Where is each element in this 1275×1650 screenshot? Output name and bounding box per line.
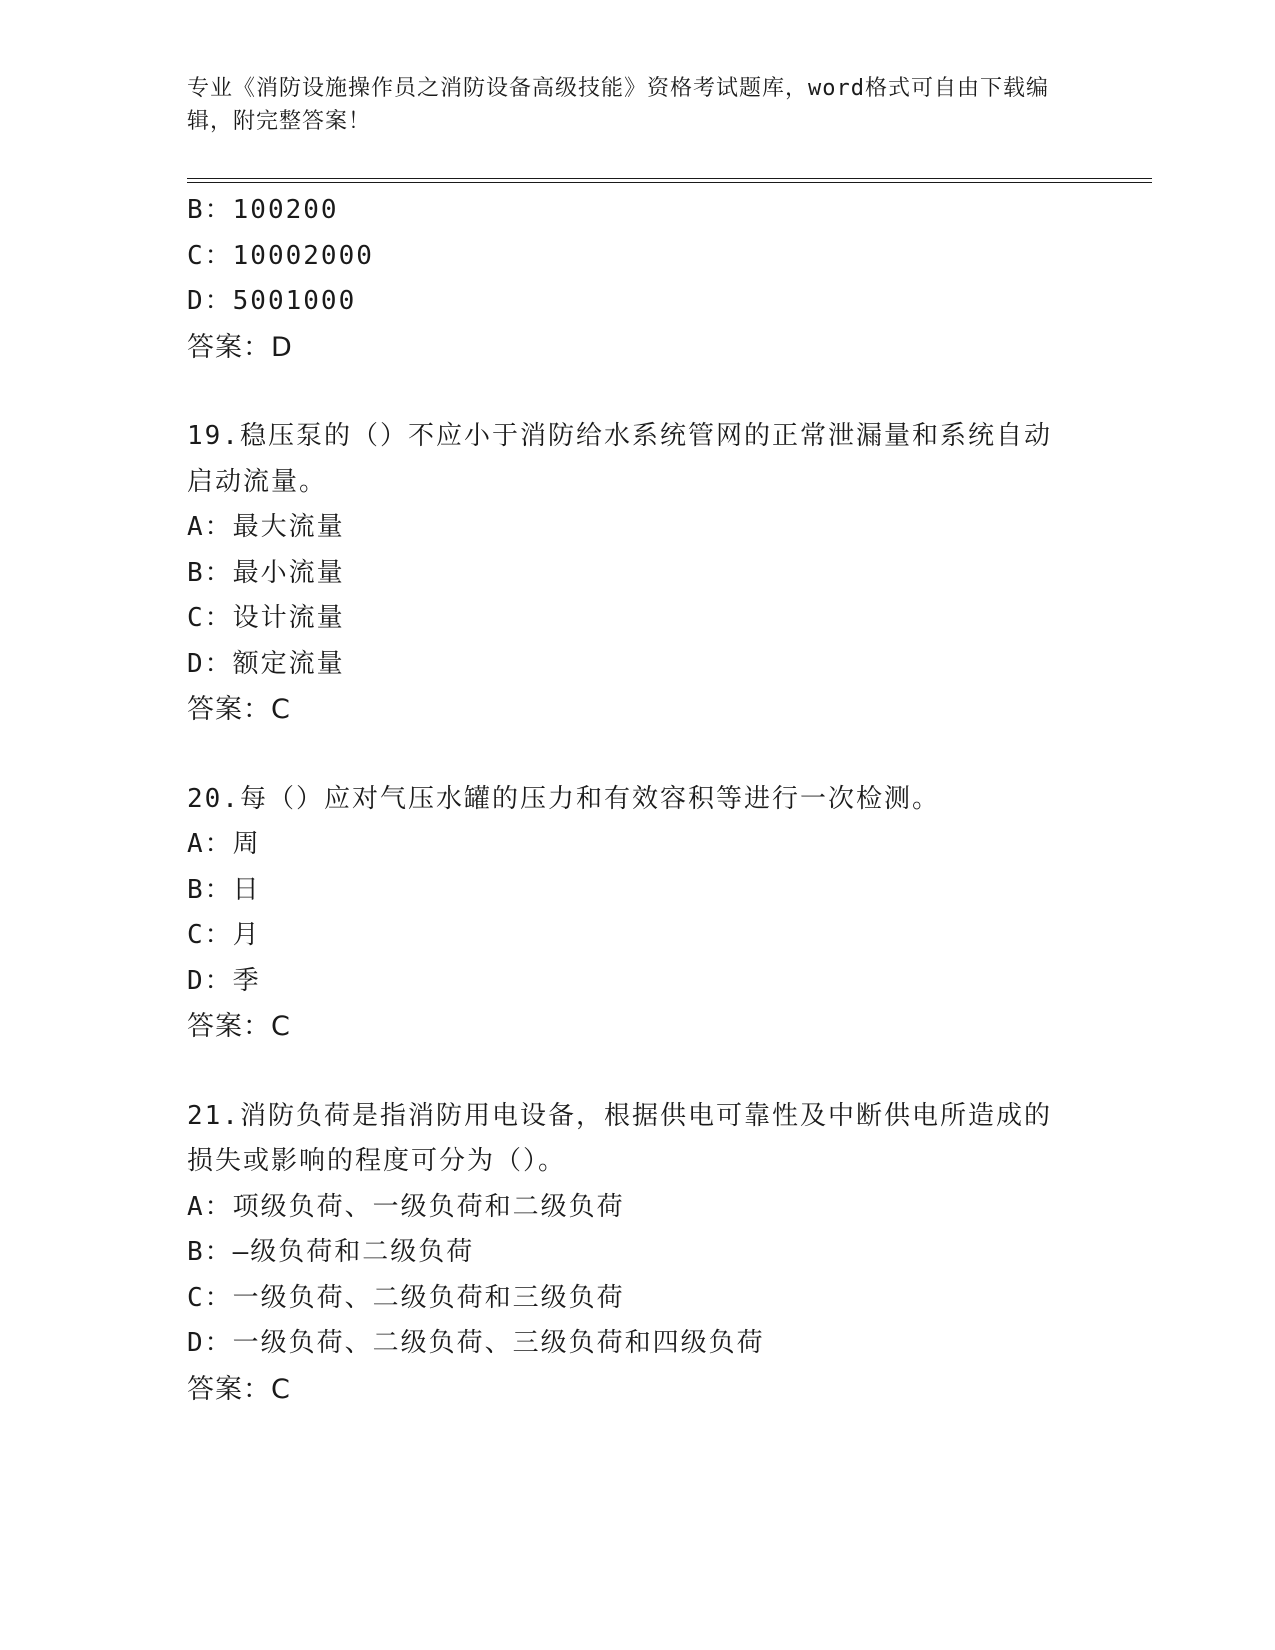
question-21	[187, 1094, 1087, 1413]
option-label: B：	[187, 1237, 233, 1267]
option-text: 项级负荷、一级负荷和二级负荷	[232, 1191, 625, 1222]
option-d	[187, 1321, 1087, 1367]
option-b	[187, 188, 1087, 234]
option-label: A：	[187, 1191, 233, 1222]
question-stem-line1: 21.消防负荷是指消防用电设备，根据供电可靠性及中断供电所造成的	[187, 1100, 1052, 1131]
option-c	[187, 1276, 1087, 1322]
option-d	[187, 642, 1087, 688]
option-b	[187, 551, 1087, 597]
option-text: 月	[232, 920, 261, 950]
question-stem-line2: 损失或影响的程度可分为（）。	[187, 1146, 567, 1176]
header-divider-bottom	[187, 182, 1152, 183]
option-label: D：	[187, 648, 233, 679]
option-c	[187, 596, 1087, 642]
option-text: 最小流量	[232, 557, 345, 588]
answer-line: 答案：C	[187, 1011, 291, 1042]
option-a	[187, 505, 1087, 551]
question-18-continued	[187, 188, 1087, 370]
question-stem-line1: 19.稳压泵的（）不应小于消防给水系统管网的正常泄漏量和系统自动	[187, 421, 1052, 451]
document-header	[187, 72, 1067, 138]
option-label: B：	[187, 195, 233, 225]
option-text: 最大流量	[232, 512, 345, 542]
header-divider-top	[187, 178, 1152, 179]
option-label: B：	[187, 874, 233, 905]
question-stem-line2: 启动流量。	[187, 466, 328, 497]
option-label: A：	[187, 512, 233, 542]
option-text: 10002000	[232, 240, 374, 271]
answer-line: 答案：C	[187, 694, 291, 725]
option-text: 周	[232, 829, 261, 859]
option-c	[187, 913, 1087, 959]
answer-line: 答案：C	[187, 1373, 291, 1405]
option-c	[187, 234, 1087, 280]
option-label: C：	[187, 603, 233, 633]
option-text: 一级负荷、二级负荷、三级负荷和四级负荷	[232, 1328, 765, 1358]
question-stem-line1: 20.每（）应对气压水罐的压力和有效容积等进行一次检测。	[187, 783, 940, 814]
option-label: C：	[187, 920, 233, 950]
question-20	[187, 777, 1087, 1050]
answer-line: 答案：D	[187, 331, 293, 363]
header-text: 专业《消防设施操作员之消防设备高级技能》资格考试题库，word格式可自由下载编辑，附完整答案！	[187, 76, 1049, 134]
option-label: A：	[187, 829, 233, 859]
option-text: 额定流量	[232, 648, 345, 679]
option-text: 一级负荷、二级负荷和三级负荷	[232, 1282, 625, 1313]
option-text: 设计流量	[232, 603, 345, 633]
option-label: C：	[187, 240, 233, 271]
option-text: 日	[232, 874, 261, 905]
option-b	[187, 1230, 1087, 1276]
option-d	[187, 279, 1087, 325]
option-text: —级负荷和二级负荷	[232, 1237, 475, 1267]
option-a	[187, 822, 1087, 868]
option-text: 5001000	[232, 286, 357, 316]
question-content	[187, 188, 1087, 1412]
option-label: D：	[187, 286, 233, 316]
option-label: C：	[187, 1282, 233, 1313]
option-d	[187, 959, 1087, 1005]
question-19	[187, 414, 1087, 733]
option-text: 季	[232, 965, 261, 996]
option-text: 100200	[232, 195, 339, 225]
option-label: D：	[187, 965, 233, 996]
option-label: D：	[187, 1328, 233, 1358]
option-a	[187, 1185, 1087, 1231]
option-b	[187, 868, 1087, 914]
option-label: B：	[187, 557, 233, 588]
